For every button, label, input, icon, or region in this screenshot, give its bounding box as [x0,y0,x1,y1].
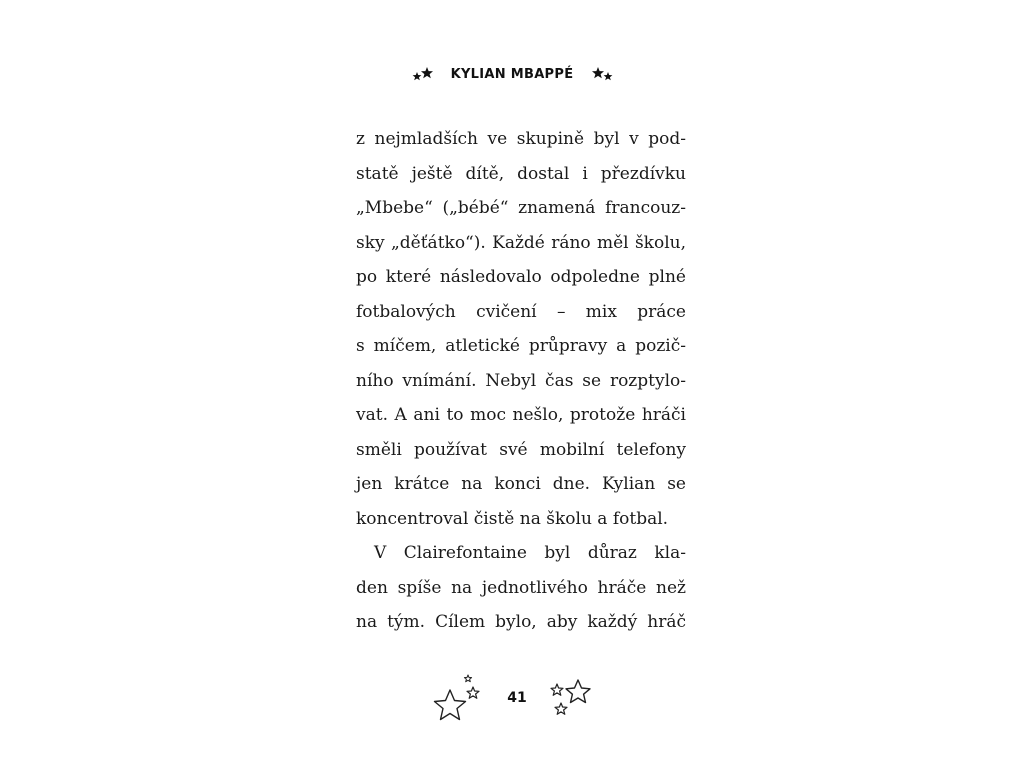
stars-right-icon [589,66,613,82]
running-header [0,62,1024,86]
text-line: „Mbebe“ („bébé“ znamená francouz- [356,198,686,218]
text-line: koncentroval čistě na školu a fotbal. [356,508,669,529]
text-line: vat. A ani to moc nešlo, protože hráči [356,405,686,425]
outline-stars-left-icon [428,672,492,726]
body-text [356,122,686,640]
text-line: jen krátce na konci dne. Kylian se [356,474,686,494]
text-line: den spíše na jednotlivého hráče než [356,577,686,598]
text-line: statě ještě dítě, dostal i přezdívku [356,163,686,184]
text-line: směli používat své mobilní telefony [356,439,686,460]
text-line: fotbalových cvičení – mix práce [356,301,686,322]
text-line: s míčem, atletické průpravy a pozič- [356,336,686,356]
stars-left-icon [411,66,435,82]
text-line: V Clairefontaine byl důraz kla- [374,543,686,563]
header-title: KYLIAN MBAPPÉ [450,66,574,82]
text-line: na tým. Cílem bylo, aby každý hráč [356,612,686,632]
text-line: po které následovalo odpoledne plné [356,267,686,287]
page-footer [0,672,1024,728]
text-line: z nejmladších ve skupině byl v pod- [356,129,686,149]
page-number: 41 [507,690,527,706]
outline-stars-right-icon [544,674,596,722]
text-line: sky „děťátko“). Každé ráno měl školu, [356,232,686,253]
text-line: ního vnímání. Nebyl čas se rozptylo- [356,370,686,391]
